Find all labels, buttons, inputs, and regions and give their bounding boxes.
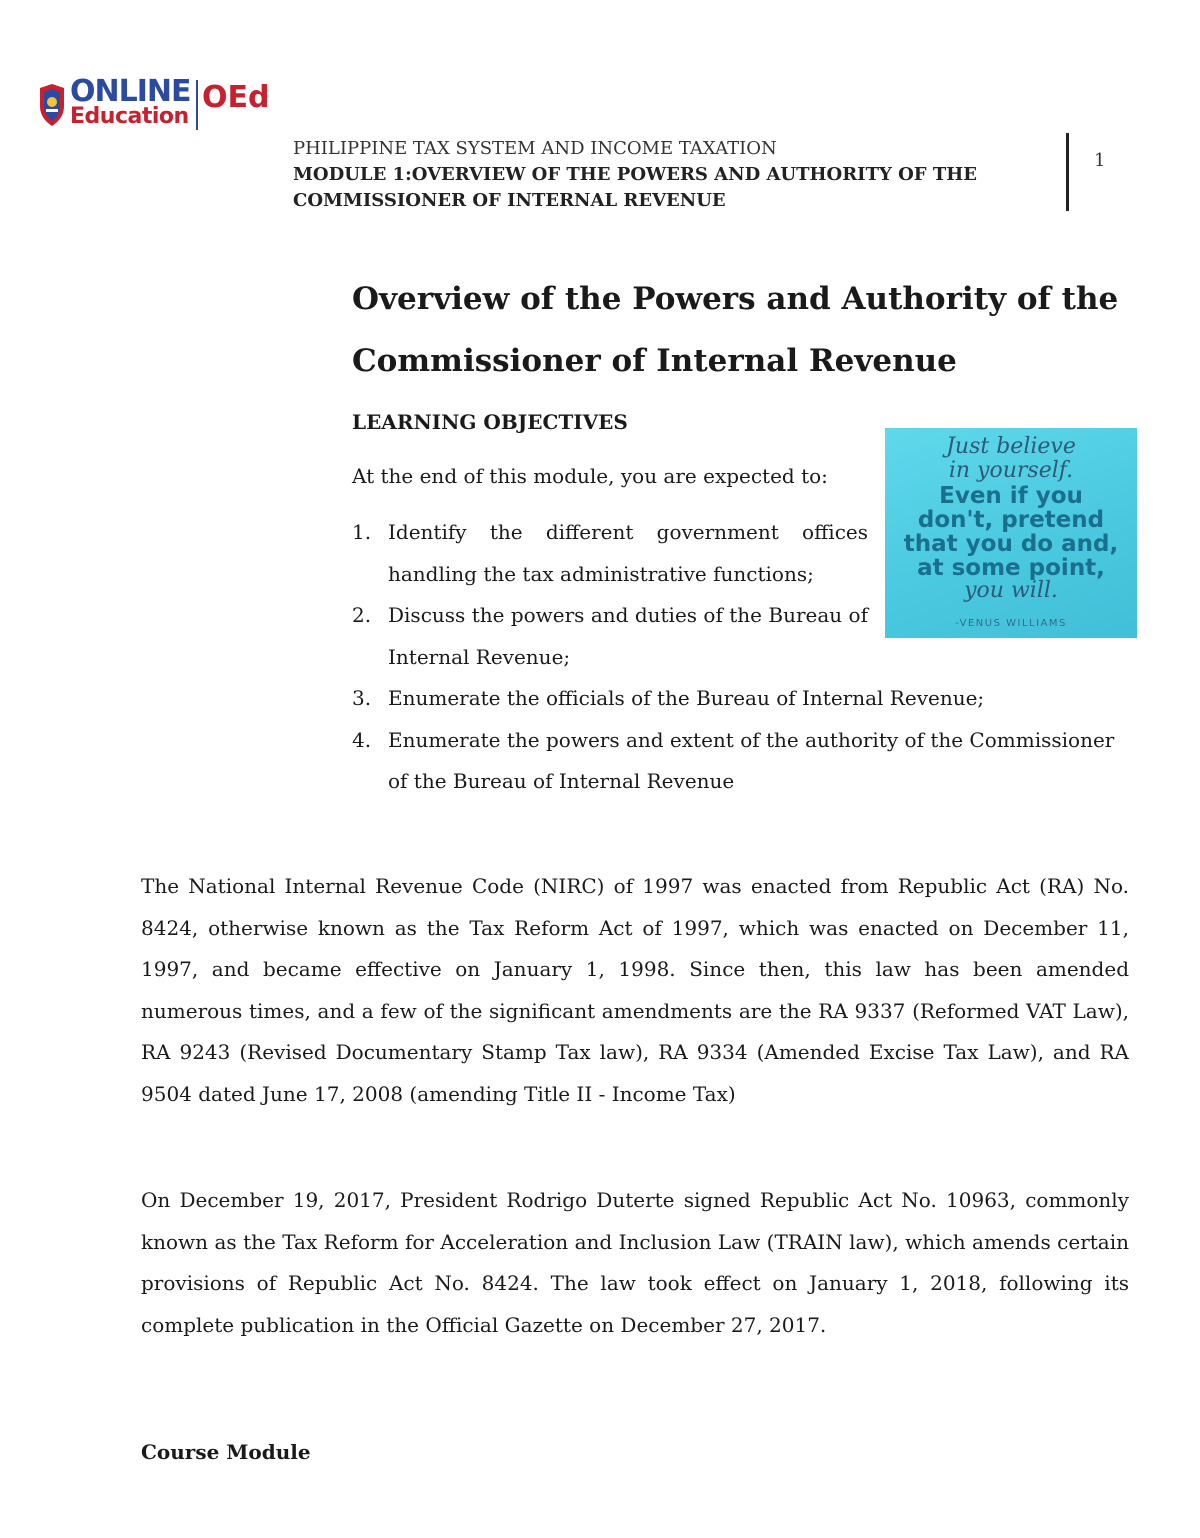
list-item: 3. Enumerate the officials of the Bureau of Internal Revenue; bbox=[352, 686, 985, 710]
header-module-title bbox=[293, 162, 1013, 214]
page-title-line1: Overview of the Powers and Authority of the bbox=[352, 281, 1119, 317]
logo-online-text: ONLINE bbox=[70, 74, 191, 109]
online-education-logo bbox=[36, 76, 276, 136]
footer-course-module: Course Module bbox=[141, 1440, 311, 1464]
list-item: 2. Discuss the powers and duties of the Bureau of Internal Revenue; bbox=[352, 603, 868, 669]
page-title bbox=[352, 268, 1132, 392]
list-item: 1. Identify the different government offices handling the tax administrative functions; bbox=[352, 520, 868, 586]
header-module-line2: COMMISSIONER OF INTERNAL REVENUE bbox=[293, 190, 726, 211]
header-module-line1: MODULE 1:OVERVIEW OF THE POWERS AND AUTHORITY OF THE bbox=[293, 164, 977, 185]
shield-icon bbox=[36, 82, 68, 128]
body-paragraph-nirc: The National Internal Revenue Code (NIRC) of 1997 was enacted from Republic Act (RA) No. 8424, otherwise known as the Tax Reform Act of 1997, which was enacted on December 11, 1997, and became effective on January 1, 1998. Since then, this law has been amended numerous times, and a few of the significant amendments are the RA 9337 (Reformed VAT Law), RA 9243 (Revised Documentary Stamp Tax law), RA 9334 (Amended Excise Tax Law), and RA 9504 dated June 17, 2008 (amending Title II - Income Tax) bbox=[141, 874, 1129, 1106]
quote-line: at some point, bbox=[917, 555, 1105, 581]
learning-objectives-intro: At the end of this module, you are expected to: bbox=[352, 464, 828, 488]
page-title-line2: Commissioner of Internal Revenue bbox=[352, 343, 957, 379]
logo-oed-text: OEd bbox=[202, 80, 270, 115]
body-paragraph-train-law: On December 19, 2017, President Rodrigo Duterte signed Republic Act No. 10963, commonly known as the Tax Reform for Acceleration and Inclusion Law (TRAIN law), which amends certain provisions of Republic Act No. 8424. The law took effect on January 1, 2018, following its complete publication in the Official Gazette on December 27, 2017. bbox=[141, 1188, 1129, 1337]
quote-line: in yourself. bbox=[948, 458, 1074, 483]
motivational-quote-image bbox=[885, 428, 1137, 638]
logo-education-text: Education bbox=[70, 104, 189, 129]
quote-line: you will. bbox=[964, 578, 1058, 603]
logo-divider bbox=[196, 80, 198, 130]
learning-objectives-heading: LEARNING OBJECTIVES bbox=[352, 410, 628, 434]
header-divider bbox=[1066, 133, 1069, 211]
quote-line: Even if you bbox=[939, 483, 1083, 509]
quote-line: that you do and, bbox=[903, 531, 1119, 557]
quote-line: Just believe bbox=[946, 434, 1076, 459]
list-item: 4. Enumerate the powers and extent of the authority of the Commissioner of the Bureau of Internal Revenue bbox=[352, 727, 1115, 793]
header-course-title: PHILIPPINE TAX SYSTEM AND INCOME TAXATION bbox=[293, 138, 777, 159]
quote-line: don't, pretend bbox=[917, 507, 1105, 533]
quote-author: -VENUS WILLIAMS bbox=[955, 618, 1067, 629]
page-number: 1 bbox=[1094, 150, 1106, 171]
